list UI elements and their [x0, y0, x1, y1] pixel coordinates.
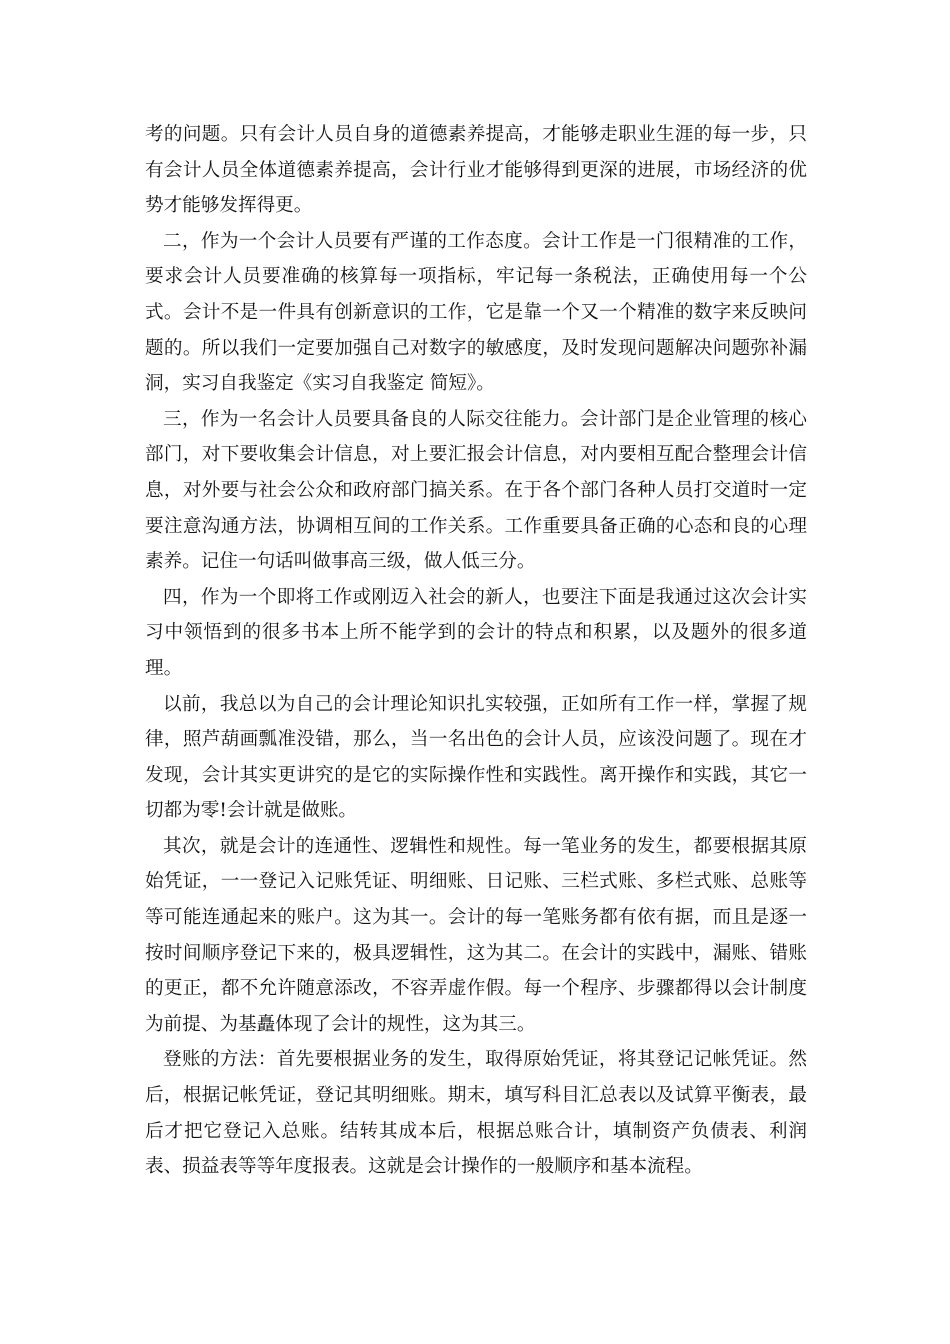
paragraph-practice: 以前，我总以为自己的会计理论知识扎实较强，正如所有工作一样，掌握了规律，照芦葫画瓢准没错，那么，当一名出色的会计人员，应该没问题了。现在才发现，会计其实更讲究的是它的实际操作性和实践性。离开操作和实践，其它一切都为零!会计就是做账。: [145, 693, 807, 822]
paragraph-bookkeeping-method: 登账的方法：首先要根据业务的发生，取得原始凭证，将其登记记帐凭证。然后，根据记帐凭证，登记其明细账。期末，填写科目汇总表以及试算平衡表，最后才把它登记入总账。结转其成本后，根据总账合计，填制资产负债表、利润表、损益表等等年度报表。这就是会计操作的一般顺序和基本流程。: [145, 1049, 807, 1178]
paragraph-interpersonal-skills: 三，作为一名会计人员要具备良的人际交往能力。会计部门是企业管理的核心部门，对下要收集会计信息，对上要汇报会计信息，对内要相互配合整理会计信息，对外要与社会公众和政府部门搞关系。在于各个部门各种人员打交道时一定要注意沟通方法，协调相互间的工作关系。工作重要具备正确的心态和良的心理素养。记住一句话叫做事高三级，做人低三分。: [145, 408, 807, 573]
paragraph-logic-rules: 其次，就是会计的连通性、逻辑性和规性。每一笔业务的发生，都要根据其原始凭证，一一登记入记账凭证、明细账、日记账、三栏式账、多栏式账、总账等等可能连通起来的账户。这为其一。会计的每一笔账务都有依有据，而且是逐一按时间顺序登记下来的，极具逻辑性，这为其二。在会计的实践中，漏账、错账的更正，都不允许随意添改，不容弄虚作假。每一个程序、步骤都得以会计制度为前提、为基矗体现了会计的规性，这为其三。: [145, 835, 807, 1035]
paragraph-work-attitude: 二，作为一个会计人员要有严谨的工作态度。会计工作是一门很精准的工作，要求会计人员要准确的核算每一项指标，牢记每一条税法，正确使用每一个公式。会计不是一件具有创新意识的工作，它是靠一个又一个精准的数字来反映问题的。所以我们一定要加强自己对数字的敏感度，及时发现问题解决问题弥补漏洞，实习自我鉴定《实习自我鉴定 简短》。: [145, 230, 807, 395]
paragraph-continuation: 考的问题。只有会计人员自身的道德素养提高，才能够走职业生涯的每一步，只有会计人员全体道德素养提高，会计行业才能够得到更深的进展，市场经济的优势才能够发挥得更。: [145, 124, 807, 217]
document-body: [145, 117, 807, 1185]
paragraph-newcomer: 四，作为一个即将工作或刚迈入社会的新人，也要注下面是我通过这次会计实习中领悟到的很多书本上所不能学到的会计的特点和积累，以及题外的很多道理。: [145, 586, 807, 679]
